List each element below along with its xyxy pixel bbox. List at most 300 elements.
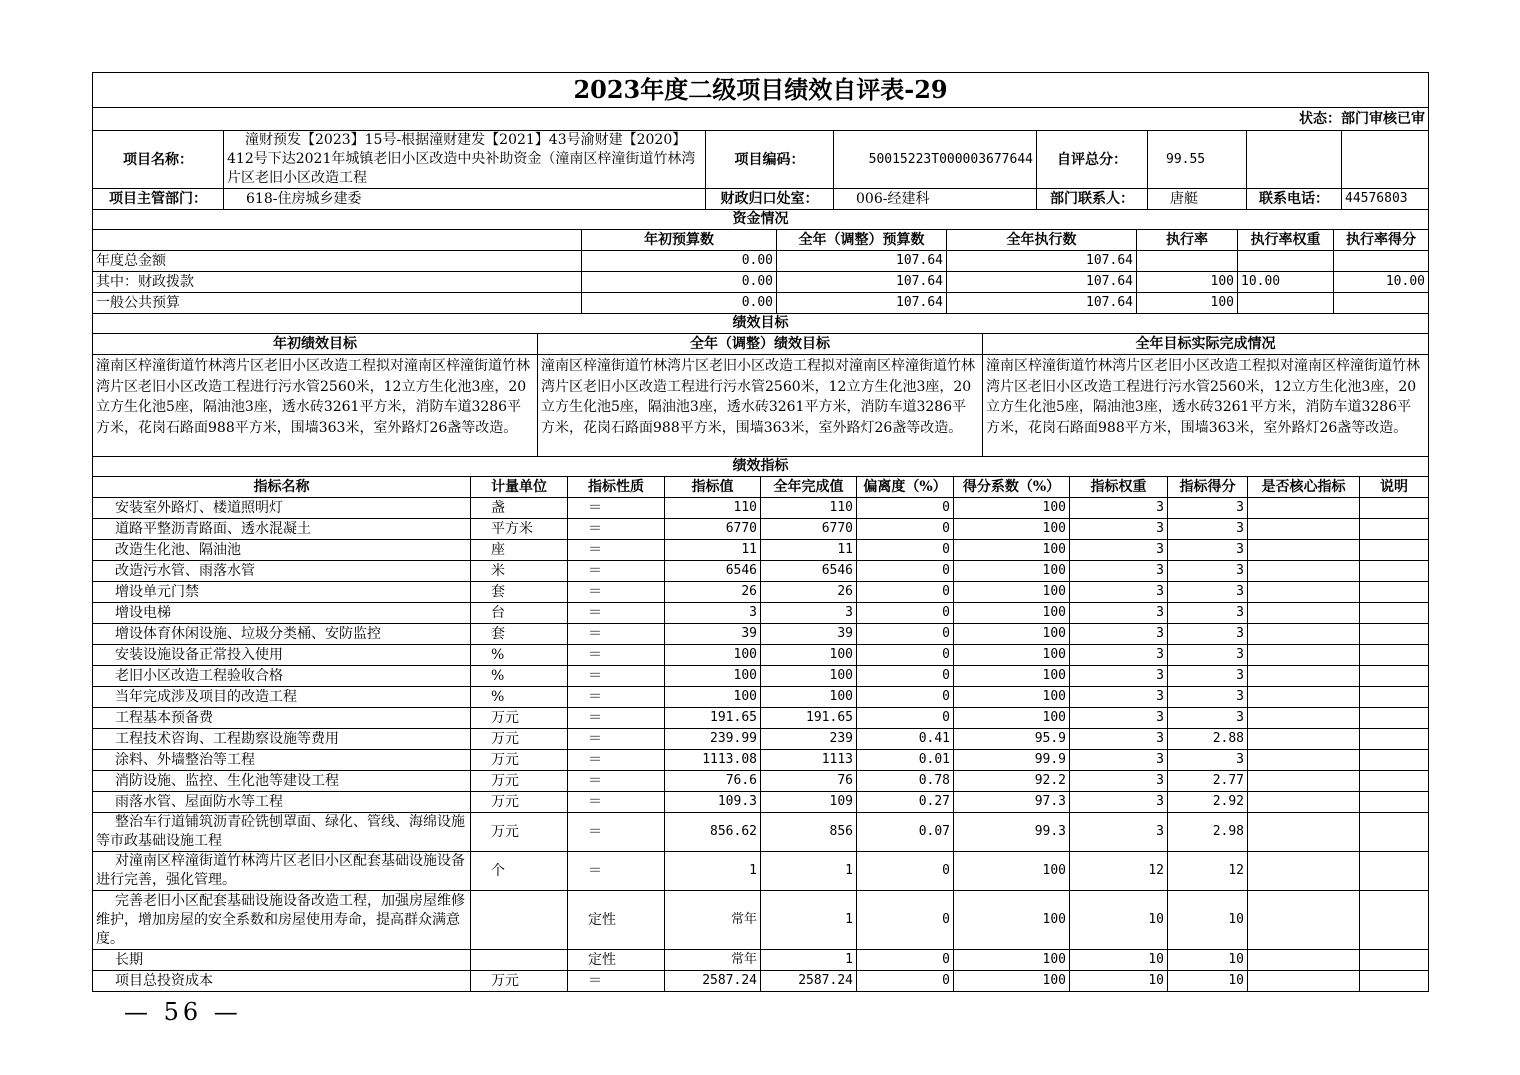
funds-cell xyxy=(1137,251,1238,272)
project-code-label: 项目编码： xyxy=(706,131,834,189)
empty-cell xyxy=(1342,131,1429,189)
indicator-deviation: 0 xyxy=(857,561,954,582)
indicator-target-value: 109.3 xyxy=(665,792,761,813)
indicators-header: 全年完成值 xyxy=(761,477,857,498)
funds-table xyxy=(92,229,1429,334)
indicator-is-core xyxy=(1248,582,1360,603)
indicator-deviation: 0 xyxy=(857,624,954,645)
indicator-is-core xyxy=(1248,891,1360,950)
indicators-header: 指标得分 xyxy=(1168,477,1248,498)
page-title: 2023年度二级项目绩效自评表-29 xyxy=(93,73,1429,108)
indicator-deviation: 0.27 xyxy=(857,792,954,813)
indicator-weight: 3 xyxy=(1070,540,1168,561)
funds-cell: 107.64 xyxy=(777,251,947,272)
evaluation-form xyxy=(92,72,1428,992)
indicator-actual-value: 1113 xyxy=(761,750,857,771)
indicator-unit: % xyxy=(471,645,568,666)
indicator-indicator-score: 3 xyxy=(1168,582,1248,603)
indicator-unit: % xyxy=(471,666,568,687)
indicator-indicator-score: 3 xyxy=(1168,750,1248,771)
indicator-actual-value: 100 xyxy=(761,687,857,708)
indicator-score-coef: 100 xyxy=(954,708,1070,729)
indicator-note xyxy=(1360,561,1429,582)
indicator-row xyxy=(93,971,1429,992)
indicators-header: 说明 xyxy=(1360,477,1429,498)
goals-header-adjusted: 全年（调整）绩效目标 xyxy=(538,334,983,355)
indicator-unit: 万元 xyxy=(471,729,568,750)
goals-table xyxy=(92,333,1429,477)
indicator-target-value: 3 xyxy=(665,603,761,624)
indicator-target-value: 6546 xyxy=(665,561,761,582)
funds-cell xyxy=(1238,293,1334,314)
indicator-nature: ＝ xyxy=(568,624,665,645)
indicator-target-value: 100 xyxy=(665,687,761,708)
indicator-indicator-name: 安装设施设备正常投入使用 xyxy=(93,645,471,666)
indicator-actual-value: 110 xyxy=(761,498,857,519)
indicator-actual-value: 76 xyxy=(761,771,857,792)
indicator-nature: 定性 xyxy=(568,891,665,950)
indicator-indicator-score: 3 xyxy=(1168,540,1248,561)
indicator-is-core xyxy=(1248,498,1360,519)
indicator-note xyxy=(1360,729,1429,750)
indicator-actual-value: 856 xyxy=(761,813,857,852)
indicator-indicator-name: 对潼南区梓潼街道竹林湾片区老旧小区配套基础设施设备进行完善，强化管理。 xyxy=(93,852,471,891)
indicator-nature: ＝ xyxy=(568,498,665,519)
indicator-is-core xyxy=(1248,729,1360,750)
indicator-target-value: 110 xyxy=(665,498,761,519)
funds-cell: 107.64 xyxy=(777,272,947,293)
indicator-score-coef: 100 xyxy=(954,666,1070,687)
indicator-score-coef: 100 xyxy=(954,891,1070,950)
indicator-actual-value: 6770 xyxy=(761,519,857,540)
funds-section-title: 资金情况 xyxy=(93,210,1429,230)
indicator-target-value: 191.65 xyxy=(665,708,761,729)
indicator-deviation: 0 xyxy=(857,852,954,891)
indicator-indicator-name: 工程基本预备费 xyxy=(93,708,471,729)
indicator-nature: ＝ xyxy=(568,687,665,708)
funds-row xyxy=(93,272,1429,293)
indicator-actual-value: 100 xyxy=(761,666,857,687)
indicator-row xyxy=(93,519,1429,540)
indicator-indicator-name: 整治车行道铺筑沥青砼铣刨罩面、绿化、管线、海绵设施等市政基础设施工程 xyxy=(93,813,471,852)
indicator-nature: ＝ xyxy=(568,813,665,852)
contact-label: 部门联系人： xyxy=(1037,189,1148,210)
phone-label: 联系电话： xyxy=(1247,189,1342,210)
funds-cell: 107.64 xyxy=(947,251,1137,272)
indicator-weight: 3 xyxy=(1070,666,1168,687)
indicator-row xyxy=(93,498,1429,519)
indicator-weight: 10 xyxy=(1070,950,1168,971)
indicator-score-coef: 100 xyxy=(954,582,1070,603)
indicator-weight: 3 xyxy=(1070,603,1168,624)
indicator-note xyxy=(1360,645,1429,666)
indicator-actual-value: 1 xyxy=(761,950,857,971)
indicator-note xyxy=(1360,498,1429,519)
indicator-is-core xyxy=(1248,813,1360,852)
funds-cell: 100 xyxy=(1137,293,1238,314)
indicator-score-coef: 99.9 xyxy=(954,750,1070,771)
indicator-score-coef: 100 xyxy=(954,540,1070,561)
score-label: 自评总分： xyxy=(1037,131,1148,189)
indicator-row xyxy=(93,561,1429,582)
indicator-note xyxy=(1360,750,1429,771)
indicator-is-core xyxy=(1248,792,1360,813)
indicator-indicator-name: 增设单元门禁 xyxy=(93,582,471,603)
indicator-deviation: 0 xyxy=(857,519,954,540)
indicator-target-value: 11 xyxy=(665,540,761,561)
indicator-target-value: 2587.24 xyxy=(665,971,761,992)
indicator-weight: 10 xyxy=(1070,891,1168,950)
indicators-header: 得分系数（%） xyxy=(954,477,1070,498)
dept-value: 618-住房城乡建委 xyxy=(224,189,706,210)
funds-cell: 10.00 xyxy=(1238,272,1334,293)
indicator-unit: 万元 xyxy=(471,771,568,792)
indicator-nature: 定性 xyxy=(568,950,665,971)
indicator-row xyxy=(93,666,1429,687)
indicator-target-value: 100 xyxy=(665,645,761,666)
indicator-actual-value: 3 xyxy=(761,603,857,624)
indicator-indicator-score: 2.77 xyxy=(1168,771,1248,792)
indicator-unit: 个 xyxy=(471,852,568,891)
indicator-indicator-name: 涂料、外墙整治等工程 xyxy=(93,750,471,771)
indicator-weight: 3 xyxy=(1070,750,1168,771)
indicator-indicator-name: 老旧小区改造工程验收合格 xyxy=(93,666,471,687)
indicator-indicator-name: 增设电梯 xyxy=(93,603,471,624)
indicator-nature: ＝ xyxy=(568,603,665,624)
phone-value: 44576803 xyxy=(1342,189,1429,210)
indicator-row xyxy=(93,645,1429,666)
indicator-target-value: 常年 xyxy=(665,950,761,971)
indicator-unit: 万元 xyxy=(471,750,568,771)
indicator-indicator-name: 改造污水管、雨落水管 xyxy=(93,561,471,582)
indicator-note xyxy=(1360,708,1429,729)
indicator-nature: ＝ xyxy=(568,708,665,729)
indicator-note xyxy=(1360,771,1429,792)
indicator-note xyxy=(1360,813,1429,852)
indicator-indicator-score: 3 xyxy=(1168,561,1248,582)
indicators-section-title: 绩效指标 xyxy=(93,457,1429,477)
indicator-unit: 米 xyxy=(471,561,568,582)
indicator-target-value: 26 xyxy=(665,582,761,603)
indicator-weight: 3 xyxy=(1070,708,1168,729)
project-name-value: 潼财预发【2023】15号-根据潼财建发【2021】43号渝财建【2020】412号下达2021年城镇老旧小区改造中央补助资金（潼南区梓潼街道竹林湾片区老旧小区改造工程 xyxy=(224,131,706,189)
indicator-score-coef: 100 xyxy=(954,498,1070,519)
indicator-indicator-name: 项目总投资成本 xyxy=(93,971,471,992)
funds-header: 执行率得分 xyxy=(1334,230,1429,251)
indicator-unit: 万元 xyxy=(471,971,568,992)
indicator-weight: 3 xyxy=(1070,582,1168,603)
status-text: 状态：部门审核已审 xyxy=(93,108,1429,131)
contact-value: 唐艇 xyxy=(1148,189,1247,210)
indicator-score-coef: 100 xyxy=(954,971,1070,992)
indicator-indicator-score: 10 xyxy=(1168,950,1248,971)
indicator-nature: ＝ xyxy=(568,852,665,891)
goals-header-initial: 年初绩效目标 xyxy=(93,334,538,355)
indicator-nature: ＝ xyxy=(568,792,665,813)
score-value: 99.55 xyxy=(1148,131,1247,189)
indicator-weight: 12 xyxy=(1070,852,1168,891)
indicator-weight: 3 xyxy=(1070,624,1168,645)
indicator-score-coef: 99.3 xyxy=(954,813,1070,852)
indicator-unit: 万元 xyxy=(471,708,568,729)
indicator-actual-value: 191.65 xyxy=(761,708,857,729)
indicator-indicator-name: 道路平整沥青路面、透水混凝土 xyxy=(93,519,471,540)
indicator-unit: 平方米 xyxy=(471,519,568,540)
indicator-target-value: 100 xyxy=(665,666,761,687)
indicator-score-coef: 100 xyxy=(954,950,1070,971)
indicator-row xyxy=(93,624,1429,645)
indicator-indicator-score: 3 xyxy=(1168,624,1248,645)
indicator-score-coef: 100 xyxy=(954,519,1070,540)
indicator-indicator-score: 3 xyxy=(1168,519,1248,540)
indicator-deviation: 0.78 xyxy=(857,771,954,792)
indicator-deviation: 0 xyxy=(857,498,954,519)
indicator-target-value: 6770 xyxy=(665,519,761,540)
indicator-weight: 3 xyxy=(1070,792,1168,813)
funds-cell xyxy=(1334,293,1429,314)
indicator-target-value: 76.6 xyxy=(665,771,761,792)
indicator-indicator-score: 3 xyxy=(1168,498,1248,519)
finance-office-value: 006-经建科 xyxy=(834,189,1037,210)
indicator-nature: ＝ xyxy=(568,519,665,540)
funds-cell: 0.00 xyxy=(582,293,777,314)
finance-office-label: 财政归口处室： xyxy=(706,189,834,210)
indicator-note xyxy=(1360,540,1429,561)
indicator-indicator-score: 3 xyxy=(1168,687,1248,708)
dept-label: 项目主管部门： xyxy=(93,189,224,210)
funds-row-name: 其中：财政拨款 xyxy=(93,272,582,293)
indicator-actual-value: 26 xyxy=(761,582,857,603)
indicator-weight: 3 xyxy=(1070,729,1168,750)
indicator-deviation: 0.01 xyxy=(857,750,954,771)
funds-cell: 107.64 xyxy=(947,272,1137,293)
indicator-weight: 3 xyxy=(1070,519,1168,540)
indicator-weight: 10 xyxy=(1070,971,1168,992)
indicators-header: 指标名称 xyxy=(93,477,471,498)
funds-row xyxy=(93,251,1429,272)
project-name-label: 项目名称： xyxy=(93,131,224,189)
indicator-target-value: 常年 xyxy=(665,891,761,950)
indicator-indicator-score: 12 xyxy=(1168,852,1248,891)
indicator-note xyxy=(1360,971,1429,992)
indicator-unit: 座 xyxy=(471,540,568,561)
indicator-is-core xyxy=(1248,971,1360,992)
indicator-is-core xyxy=(1248,771,1360,792)
indicator-actual-value: 39 xyxy=(761,624,857,645)
indicator-indicator-name: 安装室外路灯、楼道照明灯 xyxy=(93,498,471,519)
indicators-header-row xyxy=(93,477,1429,498)
indicator-row xyxy=(93,852,1429,891)
indicators-header: 指标值 xyxy=(665,477,761,498)
indicators-header: 指标权重 xyxy=(1070,477,1168,498)
indicator-target-value: 1113.08 xyxy=(665,750,761,771)
funds-cell xyxy=(1238,251,1334,272)
funds-header: 全年执行数 xyxy=(947,230,1137,251)
indicator-score-coef: 100 xyxy=(954,852,1070,891)
indicator-row xyxy=(93,771,1429,792)
indicators-header: 指标性质 xyxy=(568,477,665,498)
indicator-is-core xyxy=(1248,750,1360,771)
indicator-row xyxy=(93,750,1429,771)
indicator-score-coef: 100 xyxy=(954,624,1070,645)
indicator-note xyxy=(1360,950,1429,971)
indicator-note xyxy=(1360,603,1429,624)
indicators-header: 计量单位 xyxy=(471,477,568,498)
goals-adjusted-text: 潼南区梓潼街道竹林湾片区老旧小区改造工程拟对潼南区梓潼街道竹林湾片区老旧小区改造工程进行污水管2560米，12立方生化池3座，20立方生化池5座，隔油池3座，透水砖3261平方米，消防车道3286平方米，花岗石路面988平方米，围墙363米，室外路灯26盏等改造。 xyxy=(538,355,983,457)
indicator-indicator-score: 3 xyxy=(1168,645,1248,666)
indicator-indicator-name: 长期 xyxy=(93,950,471,971)
indicator-nature: ＝ xyxy=(568,771,665,792)
indicator-note xyxy=(1360,666,1429,687)
indicator-nature: ＝ xyxy=(568,750,665,771)
info-table xyxy=(92,72,1429,230)
indicator-deviation: 0 xyxy=(857,645,954,666)
indicator-deviation: 0.41 xyxy=(857,729,954,750)
indicator-is-core xyxy=(1248,624,1360,645)
indicator-actual-value: 11 xyxy=(761,540,857,561)
indicator-weight: 3 xyxy=(1070,771,1168,792)
indicator-nature: ＝ xyxy=(568,971,665,992)
indicator-indicator-score: 2.88 xyxy=(1168,729,1248,750)
goals-header-actual: 全年目标实际完成情况 xyxy=(983,334,1429,355)
indicator-indicator-score: 3 xyxy=(1168,708,1248,729)
indicator-indicator-name: 完善老旧小区配套基础设施设备改造工程，加强房屋维修维护，增加房屋的安全系数和房屋使用寿命，提高群众满意度。 xyxy=(93,891,471,950)
indicator-indicator-score: 2.98 xyxy=(1168,813,1248,852)
indicator-indicator-name: 雨落水管、屋面防水等工程 xyxy=(93,792,471,813)
indicator-unit: 套 xyxy=(471,582,568,603)
indicator-target-value: 239.99 xyxy=(665,729,761,750)
indicator-score-coef: 100 xyxy=(954,687,1070,708)
indicator-score-coef: 100 xyxy=(954,645,1070,666)
indicator-deviation: 0 xyxy=(857,708,954,729)
indicator-unit: 台 xyxy=(471,603,568,624)
indicator-target-value: 856.62 xyxy=(665,813,761,852)
indicator-weight: 3 xyxy=(1070,561,1168,582)
indicator-unit: 盏 xyxy=(471,498,568,519)
indicator-indicator-name: 增设体育休闲设施、垃圾分类桶、安防监控 xyxy=(93,624,471,645)
indicator-deviation: 0.07 xyxy=(857,813,954,852)
funds-header: 全年（调整）预算数 xyxy=(777,230,947,251)
indicator-nature: ＝ xyxy=(568,645,665,666)
indicator-actual-value: 109 xyxy=(761,792,857,813)
indicator-is-core xyxy=(1248,540,1360,561)
project-code-value: 50015223T000003677644 xyxy=(834,131,1037,189)
indicator-weight: 3 xyxy=(1070,813,1168,852)
indicator-nature: ＝ xyxy=(568,666,665,687)
indicator-is-core xyxy=(1248,666,1360,687)
indicator-deviation: 0 xyxy=(857,666,954,687)
indicator-deviation: 0 xyxy=(857,950,954,971)
indicator-row xyxy=(93,582,1429,603)
indicator-score-coef: 92.2 xyxy=(954,771,1070,792)
indicator-indicator-score: 10 xyxy=(1168,971,1248,992)
indicator-actual-value: 1 xyxy=(761,891,857,950)
indicator-nature: ＝ xyxy=(568,561,665,582)
indicator-indicator-name: 当年完成涉及项目的改造工程 xyxy=(93,687,471,708)
indicator-row xyxy=(93,687,1429,708)
indicator-indicator-score: 3 xyxy=(1168,603,1248,624)
funds-row-name: 一般公共预算 xyxy=(93,293,582,314)
indicator-deviation: 0 xyxy=(857,582,954,603)
funds-header: 年初预算数 xyxy=(582,230,777,251)
indicator-is-core xyxy=(1248,708,1360,729)
indicators-table xyxy=(92,476,1429,992)
indicator-indicator-score: 10 xyxy=(1168,891,1248,950)
indicator-note xyxy=(1360,624,1429,645)
indicator-indicator-score: 3 xyxy=(1168,666,1248,687)
indicator-unit: 万元 xyxy=(471,792,568,813)
indicator-row xyxy=(93,891,1429,950)
funds-header-blank xyxy=(93,230,582,251)
indicator-deviation: 0 xyxy=(857,540,954,561)
funds-cell: 0.00 xyxy=(582,272,777,293)
funds-cell: 100 xyxy=(1137,272,1238,293)
indicator-actual-value: 6546 xyxy=(761,561,857,582)
indicator-note xyxy=(1360,891,1429,950)
indicator-weight: 3 xyxy=(1070,645,1168,666)
indicator-row xyxy=(93,603,1429,624)
indicator-row xyxy=(93,813,1429,852)
indicator-nature: ＝ xyxy=(568,729,665,750)
indicator-row xyxy=(93,540,1429,561)
indicator-unit xyxy=(471,950,568,971)
indicator-is-core xyxy=(1248,950,1360,971)
funds-header: 执行率权重 xyxy=(1238,230,1334,251)
indicator-note xyxy=(1360,687,1429,708)
goals-actual-text: 潼南区梓潼街道竹林湾片区老旧小区改造工程拟对潼南区梓潼街道竹林湾片区老旧小区改造工程进行污水管2560米，12立方生化池3座，20立方生化池5座，隔油池3座，透水砖3261平方米，消防车道3286平方米，花岗石路面988平方米，围墙363米，室外路灯26盏等改造。 xyxy=(983,355,1429,457)
indicator-row xyxy=(93,950,1429,971)
indicator-unit xyxy=(471,891,568,950)
funds-cell: 0.00 xyxy=(582,251,777,272)
indicator-score-coef: 97.3 xyxy=(954,792,1070,813)
indicator-is-core xyxy=(1248,561,1360,582)
indicator-row xyxy=(93,729,1429,750)
indicator-actual-value: 239 xyxy=(761,729,857,750)
indicator-weight: 3 xyxy=(1070,687,1168,708)
indicator-is-core xyxy=(1248,519,1360,540)
goals-initial-text: 潼南区梓潼街道竹林湾片区老旧小区改造工程拟对潼南区梓潼街道竹林湾片区老旧小区改造工程进行污水管2560米，12立方生化池3座，20立方生化池5座，隔油池3座，透水砖3261平方米，消防车道3286平方米，花岗石路面988平方米，围墙363米，室外路灯26盏等改造。 xyxy=(93,355,538,457)
indicator-is-core xyxy=(1248,603,1360,624)
indicator-nature: ＝ xyxy=(568,582,665,603)
indicator-indicator-score: 2.92 xyxy=(1168,792,1248,813)
indicator-row xyxy=(93,708,1429,729)
page-number: — 56 — xyxy=(124,998,242,1026)
indicator-is-core xyxy=(1248,645,1360,666)
funds-cell: 107.64 xyxy=(947,293,1137,314)
indicator-unit: 套 xyxy=(471,624,568,645)
indicator-actual-value: 1 xyxy=(761,852,857,891)
indicator-target-value: 1 xyxy=(665,852,761,891)
indicator-deviation: 0 xyxy=(857,603,954,624)
indicator-note xyxy=(1360,852,1429,891)
indicator-note xyxy=(1360,792,1429,813)
indicator-deviation: 0 xyxy=(857,891,954,950)
indicator-note xyxy=(1360,519,1429,540)
empty-cell xyxy=(1247,131,1342,189)
indicator-target-value: 39 xyxy=(665,624,761,645)
indicator-deviation: 0 xyxy=(857,687,954,708)
indicator-weight: 3 xyxy=(1070,498,1168,519)
funds-row-name: 年度总金额 xyxy=(93,251,582,272)
goals-section-title: 绩效目标 xyxy=(93,314,1429,334)
indicator-score-coef: 95.9 xyxy=(954,729,1070,750)
indicator-is-core xyxy=(1248,687,1360,708)
indicator-nature: ＝ xyxy=(568,540,665,561)
funds-cell xyxy=(1334,251,1429,272)
indicator-row xyxy=(93,792,1429,813)
indicator-indicator-name: 消防设施、监控、生化池等建设工程 xyxy=(93,771,471,792)
indicators-header: 偏离度（%） xyxy=(857,477,954,498)
